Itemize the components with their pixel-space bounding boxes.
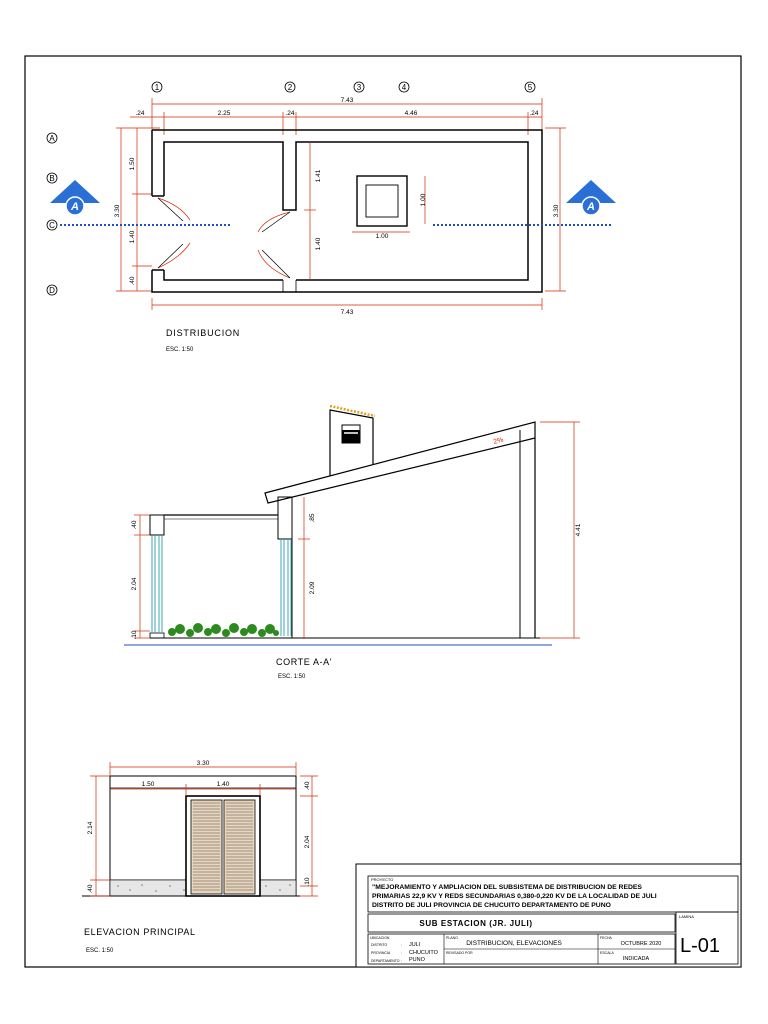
plan-scale: ESC. 1:50 [166, 347, 194, 353]
glass-panel-center [281, 539, 291, 636]
dim-left-seg-1: 1.50 [129, 157, 136, 171]
plano-label: PLANO [446, 936, 458, 940]
dim-left-seg-3: .40 [129, 276, 136, 286]
escala-value: INDICADA [622, 956, 650, 962]
dim-top-seg-5: .24 [529, 110, 539, 117]
elev-dim-seg-2: 1.40 [216, 781, 230, 788]
elevation-view [82, 760, 318, 954]
distrito-label: DISTRITO [371, 943, 388, 947]
dim-inner-1: 1.41 [315, 169, 322, 183]
svg-text::: : [401, 943, 402, 947]
elev-dim-right-bottom: .10 [304, 877, 311, 887]
plan-title: DISTRIBUCION [166, 328, 241, 338]
plan-view [47, 82, 616, 353]
departamento-value: PUNO [409, 957, 425, 963]
dim-top-seg-1: .24 [135, 110, 145, 117]
section-dim-left-bottom: .10 [131, 630, 138, 640]
elev-dim-left-base: .40 [87, 884, 94, 894]
dim-left-outer: 3.30 [114, 204, 121, 218]
dim-top-seg-4: 4.46 [404, 110, 418, 117]
sheet-number: L-01 [679, 935, 721, 957]
section-dim-right-total: 4.41 [575, 523, 582, 537]
dim-top-seg-3: .24 [285, 110, 295, 117]
axis-label-c: C [49, 221, 55, 230]
departamento-label: DEPARTAMENTO [371, 959, 400, 963]
dim-top-total: 7.43 [340, 97, 354, 104]
axis-label-d: D [49, 286, 55, 295]
provincia-label: PROVINCIA [371, 951, 391, 955]
axis-label-2: 2 [287, 83, 293, 92]
section-title: CORTE A-A' [276, 657, 333, 667]
plan-ventilation-box [357, 176, 407, 226]
elev-dim-left-total: 2.14 [87, 821, 94, 835]
dim-top-seg-2: 2.25 [217, 110, 231, 117]
section-dim-col-top: .85 [309, 513, 316, 523]
distrito-value: JULI [409, 942, 421, 948]
axis-label-4: 4 [401, 83, 407, 92]
ubicacion-label: UBICACION [370, 936, 390, 940]
dim-left-seg-2: 1.40 [129, 230, 136, 244]
escala-label: ESCALA [600, 951, 614, 955]
section-dim-col-mid: 2.09 [309, 581, 316, 595]
roof-slope-mark: 2% [492, 436, 505, 446]
elevation-scale: ESC. 1:50 [86, 948, 114, 954]
axis-markers-top [152, 82, 535, 92]
elev-dim-right-top: .40 [304, 781, 311, 791]
dim-right-outer: 3.30 [553, 204, 560, 218]
section-view [124, 406, 582, 680]
section-scale: ESC. 1:50 [278, 674, 306, 680]
section-dim-left-top: .40 [131, 520, 138, 530]
section-marker-right-label: A [587, 201, 595, 213]
plants [168, 623, 279, 637]
fecha-label: FECHA [600, 936, 612, 940]
project-line-1: "MEJORAMIENTO Y AMPLIACION DEL SUBSISTEMA DE DISTRIBUCION DE REDES [372, 884, 642, 891]
elev-dim-seg-1: 1.50 [141, 781, 155, 788]
axis-label-a: A [49, 134, 55, 143]
sheet-border [25, 56, 741, 967]
lamina-label: LAMINA [679, 914, 694, 919]
plan-doors [158, 198, 290, 278]
section-marker-left [50, 180, 100, 215]
elev-dim-width: 3.30 [196, 760, 210, 767]
axis-label-5: 5 [527, 83, 533, 92]
section-marker-right [566, 180, 616, 215]
axis-label-b: B [49, 174, 55, 183]
elevation-title: ELEVACION PRINCIPAL [84, 927, 196, 937]
axis-label-1: 1 [154, 83, 160, 92]
svg-text::: : [401, 951, 402, 955]
fecha-value: OCTUBRE 2020 [620, 941, 662, 947]
glass-panel-left [152, 535, 162, 633]
project-label: PROYECTO [371, 877, 394, 882]
title-block [356, 864, 741, 967]
subtitle: SUB ESTACION (JR. JULI) [419, 919, 533, 928]
svg-text::: : [401, 959, 402, 963]
elev-dim-right-mid: 2.04 [304, 835, 311, 849]
axis-label-3: 3 [356, 83, 362, 92]
roof [265, 422, 535, 503]
louvered-door [186, 796, 260, 896]
project-line-2: PRIMARIAS 22,9 KV Y REDS SECUNDARIAS 0,380-0,220 KV DE LA LOCALIDAD DE JULI [372, 893, 657, 900]
plan-walls [152, 130, 542, 292]
plan-dimensions-left [116, 128, 566, 291]
section-dim-left-mid: 2.04 [131, 577, 138, 591]
dim-box-width: 1.00 [375, 233, 389, 240]
section-marker-left-label: A [71, 201, 79, 213]
project-line-3: DISTRITO DE JULI PROVINCIA DE CHUCUITO DEPARTAMENTO DE PUNO [372, 902, 611, 909]
revisado-label: REVISADO POR [446, 951, 473, 955]
dim-inner-2: 1.40 [315, 237, 322, 251]
provincia-value: CHUCUITO [409, 950, 438, 956]
dim-bottom-total: 7.43 [340, 309, 354, 316]
dim-box-height: 1.00 [420, 193, 427, 207]
plano-value: DISTRIBUCION, ELEVACIONES [466, 940, 562, 947]
axis-markers-left [47, 133, 57, 295]
